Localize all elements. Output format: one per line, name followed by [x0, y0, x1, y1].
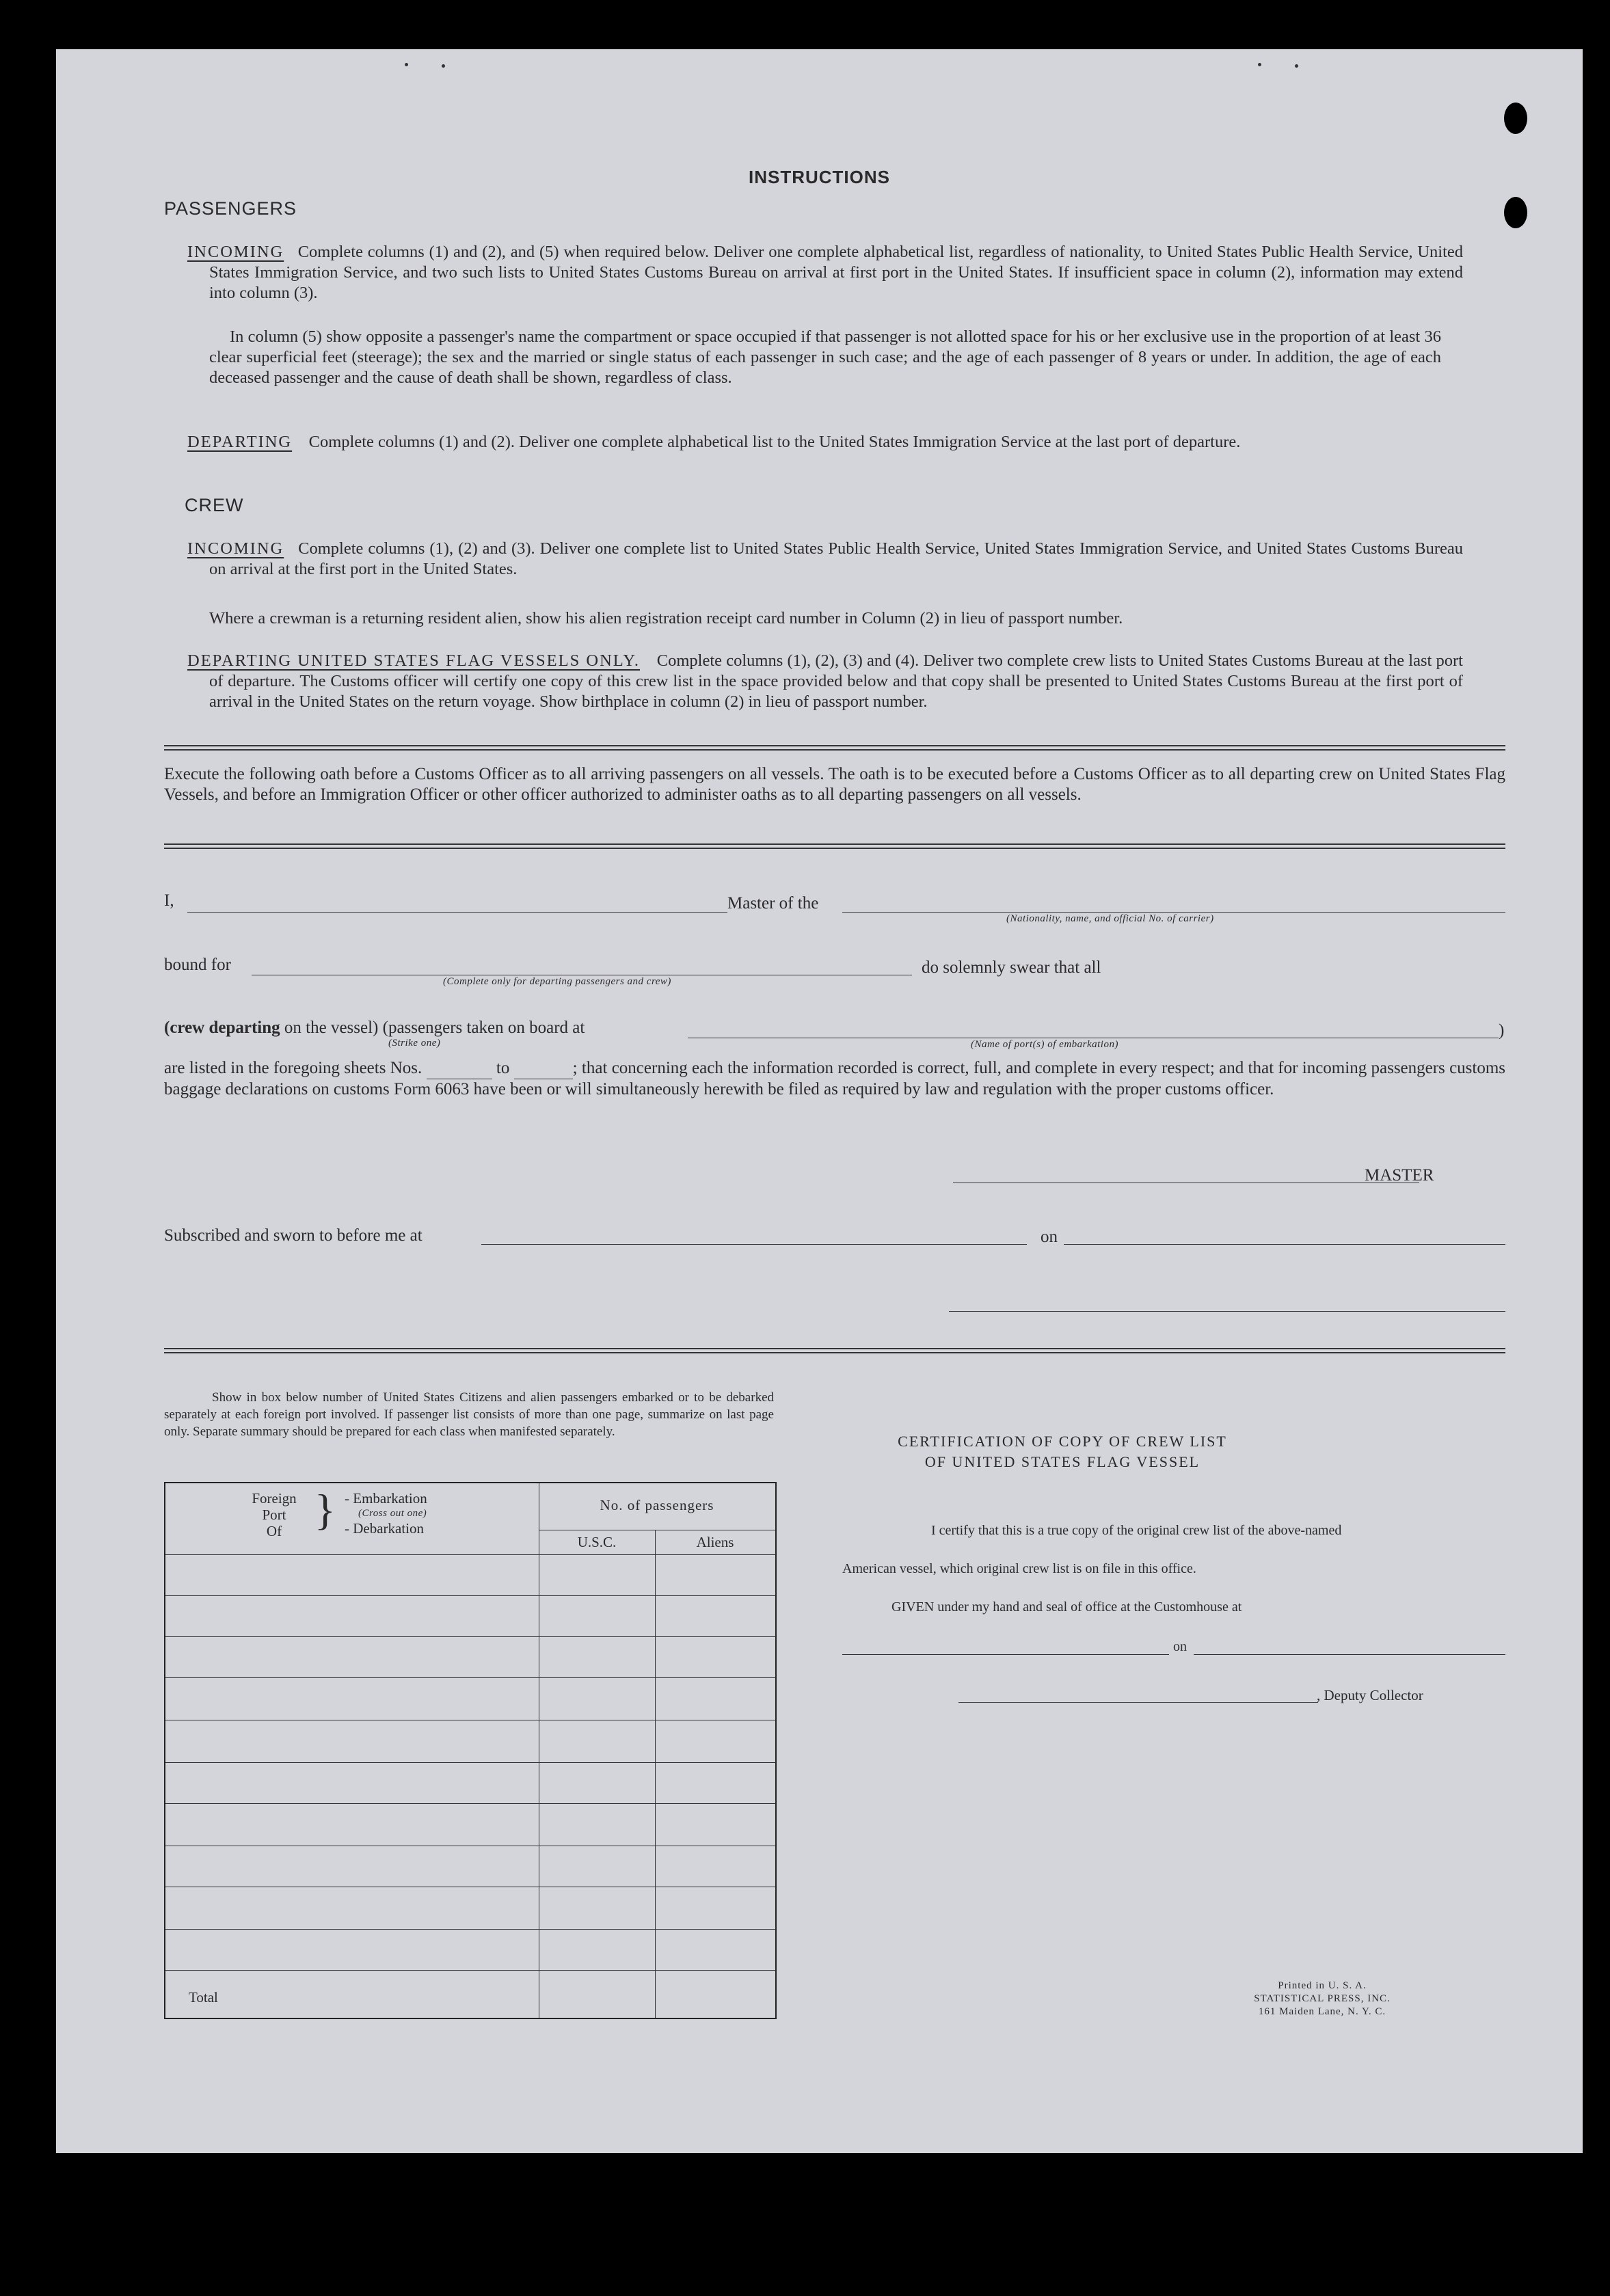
- crew-heading: CREW: [185, 495, 244, 515]
- no-of-passengers-header: No. of passengers: [600, 1497, 714, 1513]
- printer-line3: 161 Maiden Lane, N. Y. C.: [1258, 2006, 1386, 2017]
- printer-line1: Printed in U. S. A.: [1278, 1980, 1367, 1991]
- foreign-label: Foreign: [252, 1490, 297, 1507]
- crew-departing-text: Complete columns (1), (2), (3) and (4). Deliver two complete crew lists to United States Customs Bureau at the last port of departure. The Customs officer will certify one copy of this crew list in the space provided below and that copy shall be presented to United States Customs Bureau at the first port of arrival in the United States on the return voyage. Show birthplace in column (2) in lieu of passport number.: [209, 651, 1463, 711]
- section-divider: [164, 1352, 1505, 1353]
- strike-caption: (Strike one): [388, 1038, 441, 1049]
- section-divider: [164, 843, 1505, 845]
- subscribed-on-label: on: [1041, 1228, 1058, 1246]
- foreign-port-of-header: [237, 1490, 312, 1539]
- form-page: [56, 49, 1583, 2153]
- sheet-from-field[interactable]: [427, 1058, 492, 1079]
- passengers-incoming-lead: INCOMING: [187, 243, 284, 261]
- table-row-line: [165, 1595, 775, 1596]
- oath-instructions: Execute the following oath before a Customs Officer as to all arriving passengers on all vessels. The oath is to be executed before a Customs Officer as to all departing crew on United States Flag Vessels, and before an Immigration Officer or other officer authorized to administer oaths as to all departing passengers on all vessels.: [164, 765, 1505, 804]
- bound-for-label: bound for: [164, 956, 231, 974]
- bound-for-caption: (Complete only for departing passengers and crew): [443, 976, 671, 987]
- table-header-bottom: [165, 1554, 775, 1555]
- sheet-to-field[interactable]: [514, 1058, 573, 1079]
- subscribed-label: Subscribed and sworn to before me at: [164, 1226, 422, 1245]
- certification-heading-line1: CERTIFICATION OF COPY OF CREW LIST: [898, 1433, 1227, 1450]
- embarkation-label: - Embarkation: [345, 1490, 427, 1507]
- section-divider: [164, 745, 1505, 746]
- subscribed-at-field[interactable]: [481, 1244, 1027, 1245]
- certify-line2: American vessel, which original crew list is on file in this office.: [842, 1561, 1196, 1576]
- crew-incoming-lead: INCOMING: [187, 539, 284, 558]
- certification-heading: [891, 1431, 1233, 1472]
- deputy-collector-label: , Deputy Collector: [1317, 1687, 1423, 1703]
- certification-heading-line2: OF UNITED STATES FLAG VESSEL: [924, 1453, 1200, 1470]
- oath-i-label: I,: [164, 891, 174, 910]
- carrier-caption: (Nationality, name, and official No. of carrier): [1006, 913, 1214, 924]
- crew-resident-paragraph: Where a crewman is a returning resident alien, show his alien registration receipt card number in Column (2) in lieu of passport number.: [209, 609, 1123, 627]
- customhouse-field[interactable]: [842, 1654, 1169, 1655]
- table-row-line: [165, 1636, 775, 1637]
- total-label: Total: [189, 1989, 218, 2005]
- passengers-heading: PASSENGERS: [164, 198, 297, 219]
- listed-paragraph: [164, 1058, 1505, 1100]
- port-label: Port: [262, 1507, 286, 1523]
- section-divider: [164, 1348, 1505, 1349]
- passengers-taken-label: (passengers taken on board at: [382, 1018, 585, 1037]
- of-label: Of: [266, 1523, 282, 1539]
- crew-departing-label: [164, 1018, 585, 1038]
- crew-incoming-paragraph: [187, 539, 1463, 580]
- master-of-the-label: Master of the: [727, 894, 819, 913]
- cross-out-caption: (Cross out one): [358, 1508, 427, 1519]
- passengers-incoming-paragraph: [187, 242, 1463, 303]
- passengers-departing-lead: DEPARTING: [187, 433, 293, 451]
- table-row-line: [165, 1677, 775, 1678]
- section-divider: [164, 749, 1505, 751]
- speck: [1295, 64, 1298, 68]
- speck: [1258, 63, 1261, 66]
- summary-instructions: Show in box below number of United States Citizens and alien passengers embarked or to be debarked separately at each foreign port involved. If passenger list consists of more than one page, summarize on last page only. Separate summary should be prepared for each class when manifested separately.: [164, 1390, 774, 1439]
- punch-hole-top: [1504, 103, 1527, 134]
- given-label: GIVEN under my hand and seal of office at the Customhouse at: [891, 1599, 1242, 1615]
- port-caption: (Name of port(s) of embarkation): [971, 1039, 1118, 1050]
- passengers-departing-paragraph: [187, 432, 1463, 453]
- column5-paragraph: In column (5) show opposite a passenger's name the compartment or space occupied if that passenger is not allotted space for his or her exclusive use in the proportion of at least 36 clear superficial feet (steerage); the sex and the married or single status of each passenger in such case; and the age of each passenger of 8 years or under. In addition, the age of each deceased passenger and the cause of death shall be shown, regardless of class.: [209, 327, 1441, 387]
- carrier-field[interactable]: [842, 912, 1505, 913]
- usc-header: U.S.C.: [577, 1534, 617, 1550]
- aliens-header: Aliens: [696, 1534, 734, 1550]
- listed-text-start: are listed in the foregoing sheets Nos.: [164, 1059, 422, 1077]
- certification-on-label: on: [1173, 1639, 1187, 1654]
- crew-departing-bold: (crew departing: [164, 1018, 280, 1037]
- subscribed-on-field[interactable]: [1064, 1244, 1505, 1245]
- certify-line1: I certify that this is a true copy of the original crew list of the above-named: [931, 1523, 1342, 1538]
- passengers-incoming-text: Complete columns (1) and (2), and (5) when required below. Deliver one complete alphabetical list, regardless of nationality, to United States Public Health Service, United States Immigration Service, and two such lists to United States Customs Bureau on arrival at first port in the United States. If insufficient space in column (2), information may extend into column (3).: [209, 243, 1464, 302]
- printer-line2: STATISTICAL PRESS, INC.: [1254, 1993, 1391, 2004]
- table-row-line: [165, 1929, 775, 1930]
- swear-label: do solemnly swear that all: [922, 958, 1101, 977]
- passenger-summary-table: [164, 1482, 777, 2019]
- speck: [442, 64, 445, 68]
- printer-imprint: [1220, 1980, 1425, 2018]
- crew-departing-lead: DEPARTING UNITED STATES FLAG VESSELS ONLY.: [187, 651, 640, 670]
- table-row-line: [165, 1762, 775, 1763]
- master-name-field[interactable]: [187, 912, 727, 913]
- section-divider: [164, 848, 1505, 849]
- crew-incoming-text: Complete columns (1), (2) and (3). Deliver one complete list to United States Public Health Service, United States Immigration Service, and United States Customs Bureau on arrival at the first port in the United States.: [209, 539, 1463, 578]
- table-row-line: [165, 1970, 775, 1971]
- debarkation-label: - Debarkation: [345, 1520, 425, 1537]
- table-row-line: [165, 1803, 775, 1804]
- page-title: INSTRUCTIONS: [749, 167, 890, 187]
- deputy-collector-signature-field[interactable]: [958, 1702, 1318, 1703]
- listed-text-rest: ; that concerning each the information recorded is correct, full, and complete in every respect; and that for incoming passengers customs baggage declarations on customs Form 6063 have been or will simultaneously herewith be filed as required by law and regulation with the proper customs officer.: [164, 1059, 1506, 1098]
- passengers-departing-text: Complete columns (1) and (2). Deliver one complete alphabetical list to the United States Immigration Service at the last port of departure.: [308, 433, 1241, 451]
- master-label: MASTER: [1365, 1166, 1434, 1185]
- table-col-divider: [655, 1530, 656, 2018]
- crew-departing-paragraph: [187, 651, 1463, 712]
- certification-date-field[interactable]: [1194, 1654, 1505, 1655]
- officer-signature-field[interactable]: [949, 1311, 1505, 1312]
- listed-to: to: [496, 1059, 510, 1077]
- speck: [405, 63, 408, 66]
- punch-hole-bottom: [1504, 197, 1527, 228]
- brace-icon: }: [314, 1485, 336, 1534]
- crew-departing-rest: on the vessel): [284, 1018, 379, 1037]
- close-paren: ): [1499, 1021, 1505, 1040]
